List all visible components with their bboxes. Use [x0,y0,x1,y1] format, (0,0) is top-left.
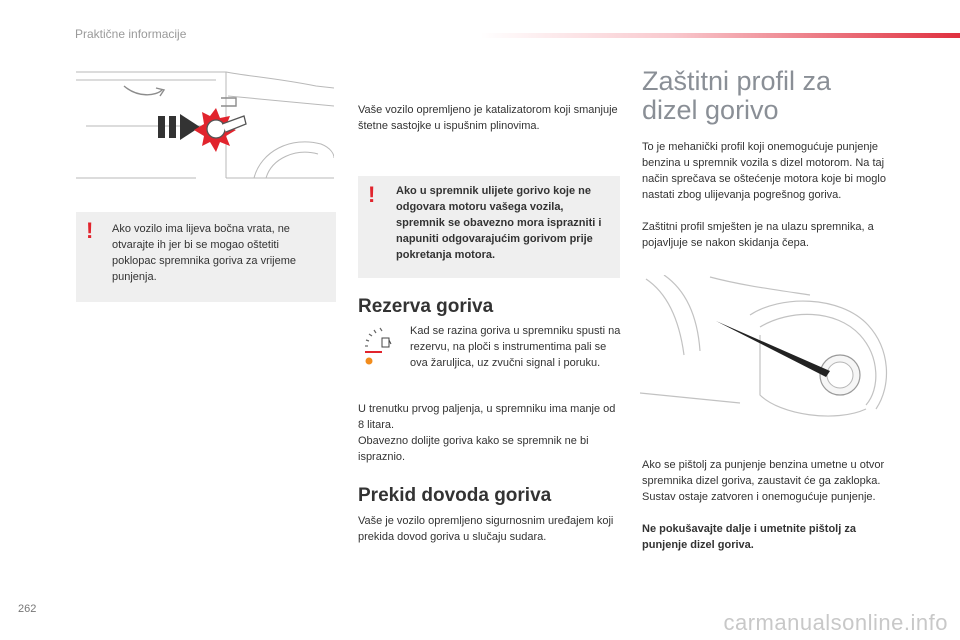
diesel-profile-heading-line1: Zaštitni profil za [642,66,832,96]
watermark: carmanualsonline.info [723,610,948,635]
fuel-cutoff-heading: Prekid dovoda goriva [358,485,552,506]
van-door-illustration [76,66,334,184]
fuel-reserve-icon-text: Kad se razina goriva u spremniku spusti na rezervu, na ploči s instrumentima pali se ova žaruljica, uz zvučni signal i poruku. [410,325,621,369]
diesel-profile-para3-bold: Ne pokušavajte dalje i umetnite pištolj za punjenje dizel goriva. [642,523,856,551]
diesel-profile-heading [642,67,942,125]
side-door-warning-text: Ako vozilo ima lijeva bočna vrata, ne otvarajte ih jer bi se mogao oštetiti poklopac spremnika goriva za vrijeme punjenja. [112,223,297,283]
fuel-gauge-icon [360,324,396,368]
page-number: 262 [18,603,37,615]
diesel-profile-para2: Zaštitni profil smješten je na ulazu spremnika, a pojavljuje se nakon skidanja čepa. [642,221,874,249]
catalyst-intro-text: Vaše vozilo opremljeno je katalizatorom koji smanjuje štetne sastojke u ispušnim plinovima. [358,104,618,132]
wrong-fuel-warning-text: Ako u spremnik ulijete gorivo koje ne odgovara motoru vašega vozila, spremnik se obavezno mora isprazniti i napuniti odgovarajućim gorivom prije pokretanja motora. [396,185,602,261]
header-accent-bar [480,33,960,38]
exclamation-icon: ! [86,218,94,243]
diesel-filler-neck-illustration [640,275,896,427]
diesel-profile-para1: To je mehanički profil koji onemogućuje punjenje benzina u spremnik vozila s dizel motorom. Na taj način sprečava se oštećenje motora koje bi moglo nastati zbog ulijevanja pogrešnog goriva. [642,141,886,201]
fuel-reserve-line2: Obavezno dolijte goriva kako se spremnik ne bi ispraznio. [358,435,589,463]
diesel-profile-para3: Ako se pištolj za punjenje benzina umetne u otvor spremnika dizel goriva, zaustavit će ga zaklopka. Sustav ostaje zatvoren i onemogućuje punjenje. [642,459,885,503]
fuel-cutoff-text: Vaše je vozilo opremljeno sigurnosnim uređajem koji prekida dovod goriva u slučaju sudara. [358,515,614,543]
exclamation-icon: ! [368,182,376,207]
fuel-reserve-line1: U trenutku prvog paljenja, u spremniku ima manje od 8 litara. [358,403,616,431]
diesel-profile-heading-line2: dizel gorivo [642,95,779,125]
fuel-reserve-heading: Rezerva goriva [358,296,494,317]
running-header: Praktične informacije [75,27,187,41]
side-door-warning-box [76,212,336,302]
wrong-fuel-warning-box [358,176,620,278]
